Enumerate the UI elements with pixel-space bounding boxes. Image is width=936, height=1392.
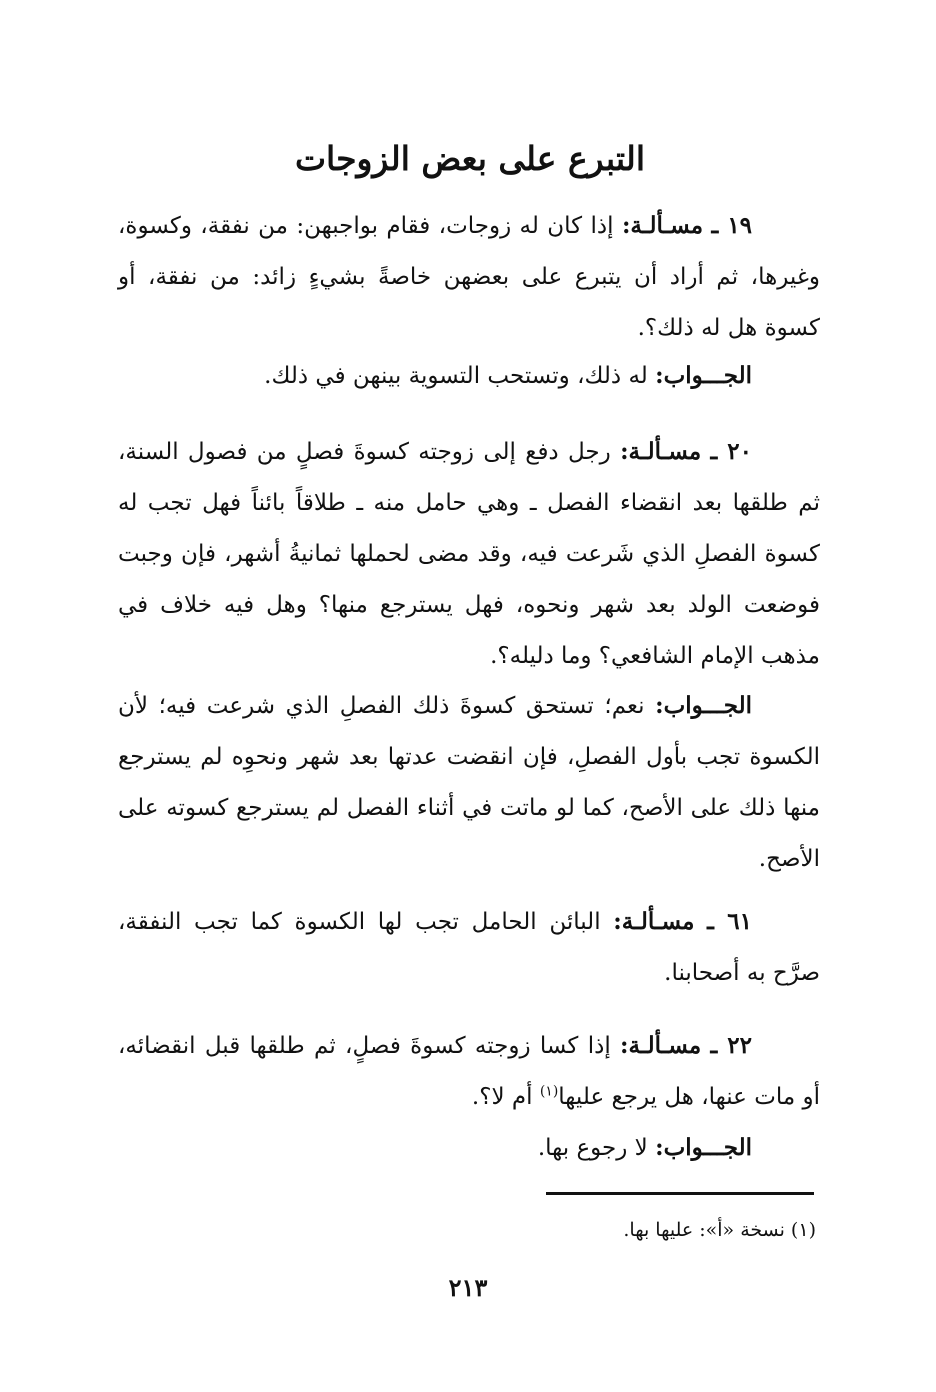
footnote: (١) نسخة «أ»: عليها بها.: [623, 1219, 816, 1241]
answer-label: الجـــواب:: [655, 362, 752, 389]
question-text-part-1: إذا كسا زوجته كسوةَ فصلٍ، ثم طلقها قبل انقضائه، أو مات عنها، هل يرجع عليها: [118, 1033, 820, 1110]
answer-22: [118, 1122, 820, 1174]
question-number: ٦١ ـ: [707, 908, 753, 935]
question-text-part-2: أم لا؟.: [471, 1084, 540, 1110]
answer-label: الجـــواب:: [655, 1134, 752, 1161]
footnote-divider: [546, 1192, 814, 1195]
page-title: التبرع على بعض الزوجات: [294, 139, 646, 178]
question-22: [118, 1020, 820, 1123]
question-19: [118, 200, 820, 354]
page-number: ٢١٣: [448, 1273, 488, 1302]
question-text: البائن الحامل تجب لها الكسوة كما تجب النفقة، صرَّح به أصحابنا.: [118, 909, 820, 986]
question-label: مسـألـة:: [620, 1032, 702, 1059]
answer-label: الجـــواب:: [655, 692, 753, 719]
question-number: ٢٠ ـ: [710, 438, 753, 465]
answer-text: نعم؛ تستحق كسوةَ ذلك الفصلِ الذي شرعت فيه؛ لأن الكسوة تجب بأول الفصلِ، فإن انقضت عدتها بعد شهر ونحوِه لم يسترجع منها ذلك على الأصح، كما لو ماتت في أثناء الفصل لم يسترجع كسوته على الأصح.: [118, 693, 820, 872]
question-number: ١٩ ـ: [711, 212, 753, 239]
question-label: مسـألـة:: [613, 908, 695, 935]
answer-20: [118, 680, 820, 885]
question-20: [118, 426, 820, 682]
question-label: مسـألـة:: [620, 438, 702, 465]
question-21: [118, 896, 820, 999]
answer-19: [118, 350, 820, 402]
question-text: رجل دفع إلى زوجته كسوةَ فصلٍ من فصول السنة، ثم طلقها بعد انقضاء الفصل ـ وهي حامل منه ـ طلاقاً بائناً فهل تجب له كسوة الفصلِ الذي شَرعت فيه، وقد مضى لحملها ثمانيةُ أشهر، فإن وجبت فوضعت الولد بعد شهر ونحوه، فهل يسترجع منها؟ وهل فيه خلاف في مذهب الإمام الشافعي؟ وما دليله؟.: [118, 439, 820, 669]
answer-text: لا رجوع بها.: [537, 1135, 648, 1161]
question-text: إذا كان له زوجات، فقام بواجبهن: من نفقة، وكسوة، وغيرها، ثم أراد أن يتبرع على بعضهن خاصةً بشيءٍ زائد: من نفقة، أو كسوة هل له ذلك؟.: [118, 213, 820, 341]
question-number: ٢٢ ـ: [710, 1032, 753, 1059]
question-label: مسـألـة:: [621, 212, 704, 239]
footnote-reference: (١): [539, 1083, 559, 1100]
answer-text: له ذلك، وتستحب التسوية بينهن في ذلك.: [264, 363, 648, 389]
